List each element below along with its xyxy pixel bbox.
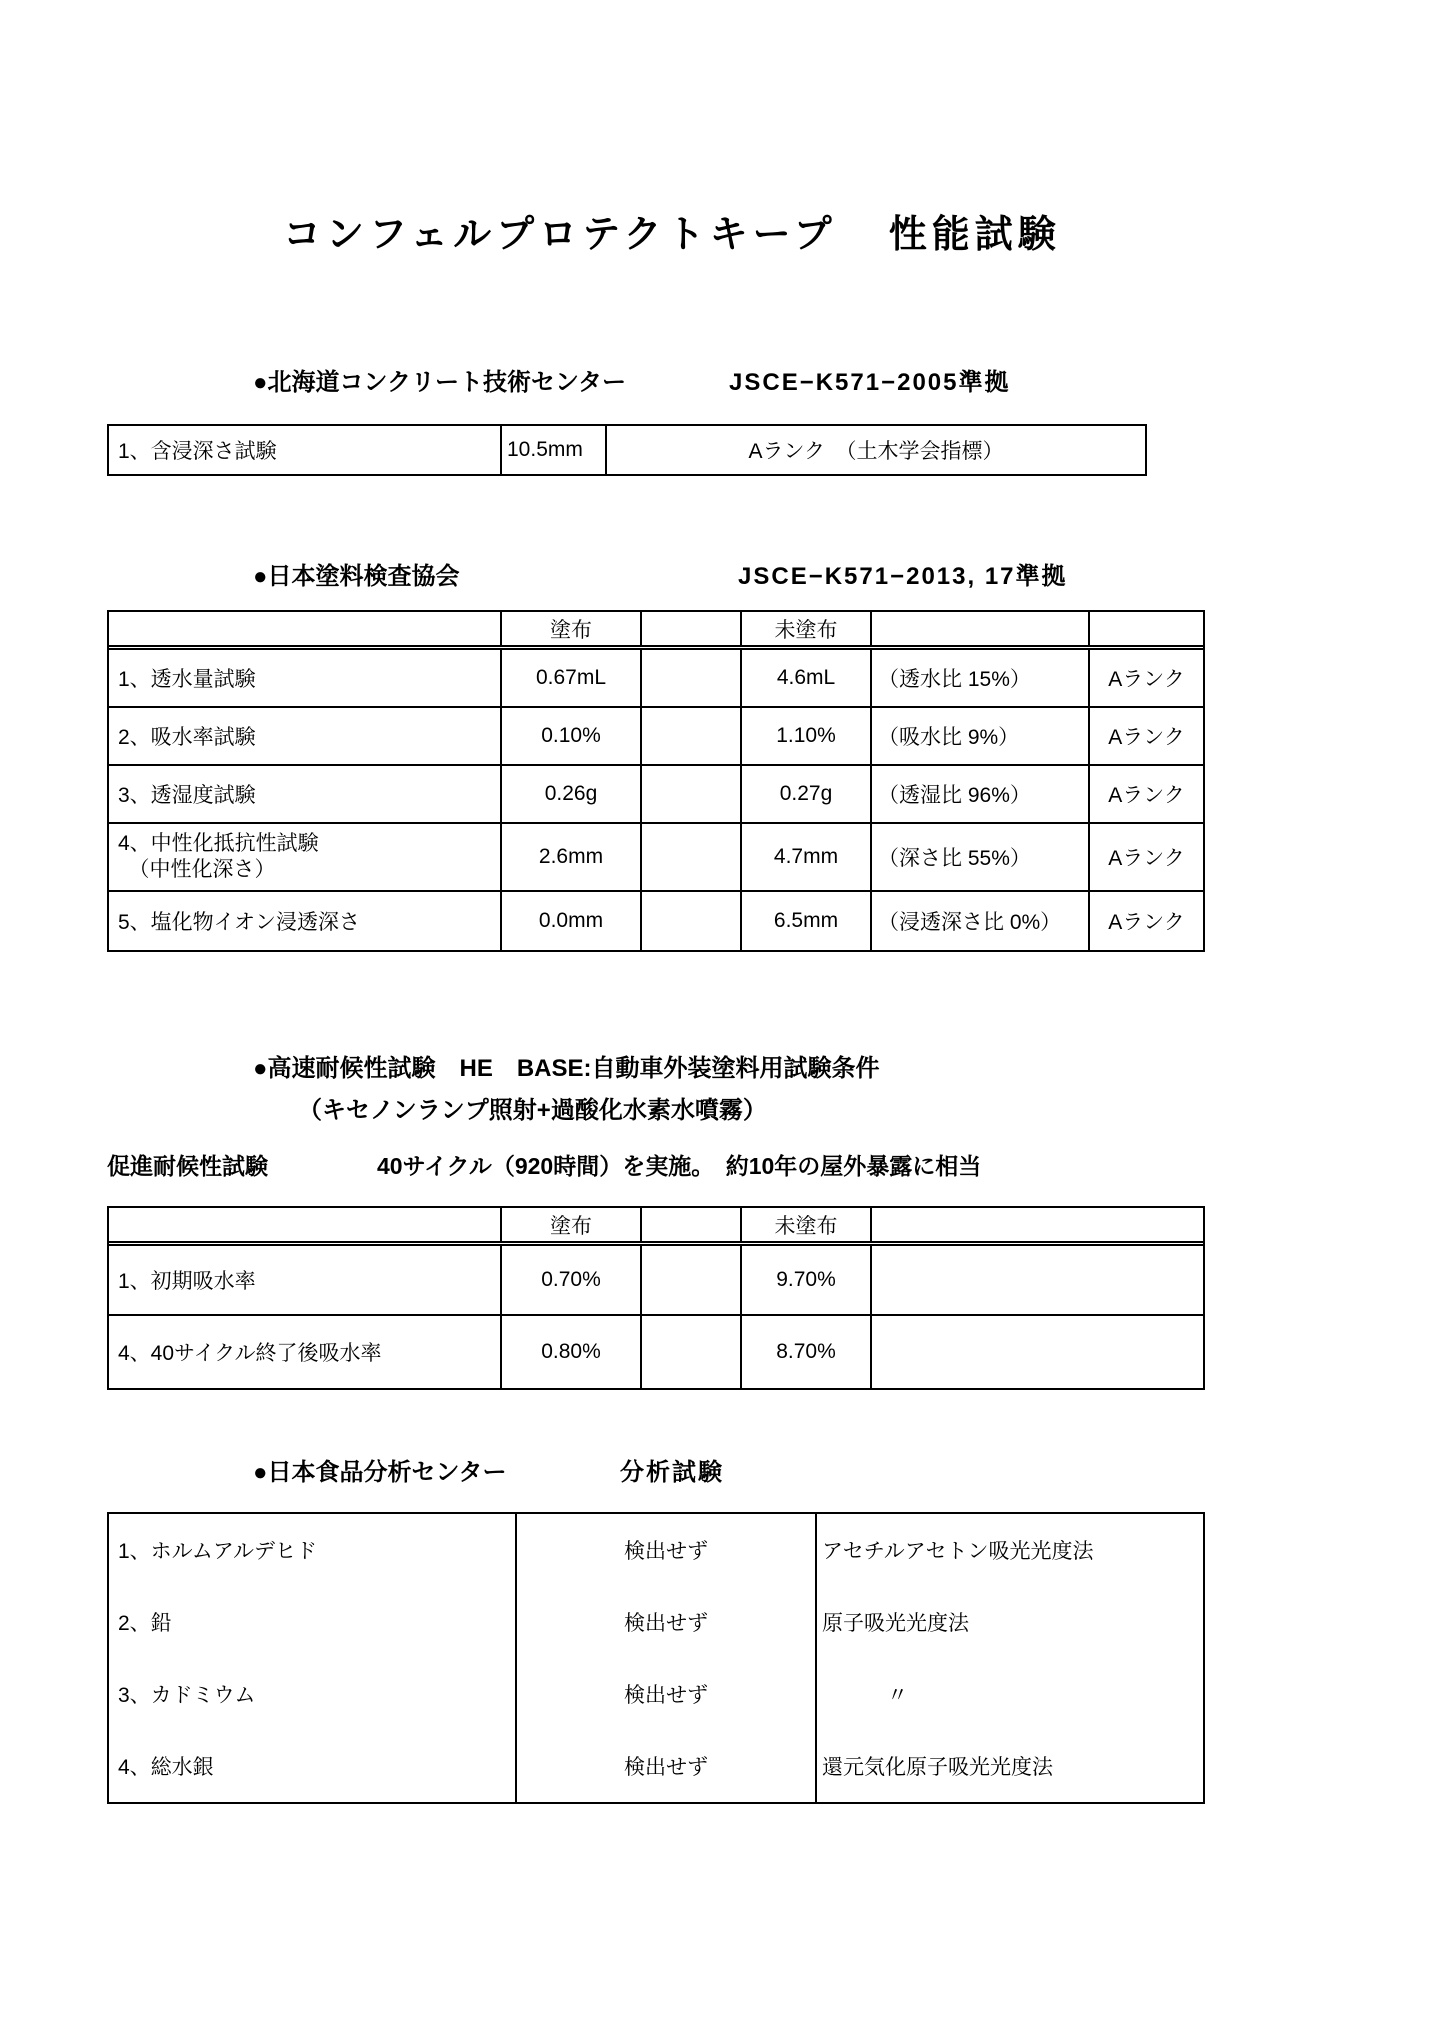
cell-result: 検出せず [517,1658,817,1730]
cell-empty [642,650,742,706]
cell-uncoated-value: 4.6mL [742,650,872,706]
cell-rank: Aランク [1108,784,1185,807]
cell-test-name: 1、透水量試験 [109,650,502,706]
cell-substance: 3、カドミウム [109,1658,517,1730]
cell-ratio: （浸透深さ比 0%） [872,892,1090,950]
cell-test-name: 1、含浸深さ試験 [109,426,502,474]
note-label: 促進耐候性試験 [107,1153,268,1179]
cell-uncoated-value: 1.10% [742,708,872,764]
paint-test-table [107,610,1205,952]
cell-coated-value: 0.10% [502,708,642,764]
cell-empty [872,1316,1203,1388]
cell-ratio: （透湿比 96%） [872,766,1090,822]
header-empty [872,1208,1203,1241]
header-empty [1090,612,1203,645]
cell-substance: 1、ホルムアルデヒド [109,1514,517,1586]
cell-rank: Aランク [1108,726,1185,749]
cell-ratio: （吸水比 9%） [872,708,1090,764]
test-name-line1: 4、中性化抵抗性試験 [118,831,319,855]
table-row [109,1514,1203,1586]
org-name: ●北海道コンクリート技術センター [253,369,627,396]
table-row [109,1658,1203,1730]
cell-coated-value: 0.0mm [502,892,642,950]
cell-substance: 2、鉛 [109,1586,517,1658]
table-row [109,708,1203,766]
cell-rank: Aランク [1108,668,1185,691]
header-empty [872,612,1090,645]
cell-ratio: （透水比 15%） [872,650,1090,706]
table-row [109,1246,1203,1316]
header-empty [642,1208,742,1241]
cell-coated-value: 2.6mm [502,824,642,890]
table-row [109,426,1145,474]
section-heading-paint [253,556,1068,591]
cell-uncoated-value: 8.70% [742,1316,872,1388]
cell-test-name: 4、40サイクル終了後吸水率 [109,1316,502,1388]
cell-result: 検出せず [517,1730,817,1802]
section-heading-food [253,1452,724,1487]
table-header-row [109,612,1203,650]
header-uncoated: 未塗布 [742,612,872,645]
cell-empty [642,824,742,890]
cell-result: 検出せず [517,1586,817,1658]
cell-empty [642,892,742,950]
test-name-line2: （中性化深さ） [118,858,276,881]
cell-test-name [109,824,502,890]
page-title [283,203,1061,258]
cell-empty [642,708,742,764]
impregnation-depth-table [107,424,1147,476]
cell-test-name: 3、透湿度試験 [109,766,502,822]
header-empty [642,612,742,645]
standard-ref: JSCE−K571−2005準拠 [729,369,1011,396]
cell-rank: Aランク [1108,847,1185,870]
cell-test-name: 5、塩化物イオン浸透深さ [109,892,502,950]
product-name: コンフェルプロテクトキープ [283,214,837,256]
cell-empty [872,1246,1203,1314]
cell-rank: Aランク （土木学会指標） [748,440,1004,463]
table-header-row [109,1208,1203,1246]
table-row [109,892,1203,950]
table-row [109,1730,1203,1802]
cell-test-name: 1、初期吸水率 [109,1246,502,1314]
cell-coated-value: 0.67mL [502,650,642,706]
note-text: 40サイクル（920時間）を実施。 約10年の屋外暴露に相当 [377,1153,982,1179]
table-row [109,1316,1203,1388]
header-uncoated: 未塗布 [742,1208,872,1241]
cell-uncoated-value: 0.27g [742,766,872,822]
header-coated: 塗布 [502,1208,642,1241]
standard-ref: JSCE−K571−2013, 17準拠 [738,563,1068,590]
cell-uncoated-value: 4.7mm [742,824,872,890]
analysis-label: 分析試験 [620,1459,724,1486]
header-empty [109,612,502,645]
cell-empty [642,766,742,822]
org-name: ●日本塗料検査協会 [253,563,460,590]
weathering-test-table [107,1206,1205,1390]
cell-rank: Aランク [1108,911,1185,934]
cell-value: 10.5mm [502,426,607,474]
cell-method-ditto: 〃 [887,1684,908,1707]
table-row [109,650,1203,708]
cell-empty [642,1246,742,1314]
table-row [109,1586,1203,1658]
cell-empty [642,1316,742,1388]
cell-coated-value: 0.26g [502,766,642,822]
cell-method: アセチルアセトン吸光光度法 [822,1540,1094,1563]
org-name: ●日本食品分析センター [253,1459,507,1486]
cell-uncoated-value: 6.5mm [742,892,872,950]
cell-method: 還元気化原子吸光光度法 [822,1756,1053,1779]
cell-substance: 4、総水銀 [109,1730,517,1802]
cell-coated-value: 0.70% [502,1246,642,1314]
cell-coated-value: 0.80% [502,1316,642,1388]
cell-uncoated-value: 9.70% [742,1246,872,1314]
food-analysis-table [107,1512,1205,1804]
section-heading-weathering-sub: （キセノンランプ照射+過酸化水素水噴霧） [298,1097,767,1124]
test-title: 性能試験 [888,214,1061,256]
section-heading-hokkaido [253,362,1011,397]
cell-method: 原子吸光光度法 [822,1612,969,1635]
table-row [109,766,1203,824]
header-empty [109,1208,502,1241]
table-row [109,824,1203,892]
cell-test-name: 2、吸水率試験 [109,708,502,764]
accelerated-weathering-note [107,1148,982,1181]
header-coated: 塗布 [502,612,642,645]
cell-ratio: （深さ比 55%） [872,824,1090,890]
cell-result: 検出せず [517,1514,817,1586]
section-heading-weathering: ●高速耐候性試験 HE BASE:自動車外装塗料用試験条件 [253,1055,880,1082]
